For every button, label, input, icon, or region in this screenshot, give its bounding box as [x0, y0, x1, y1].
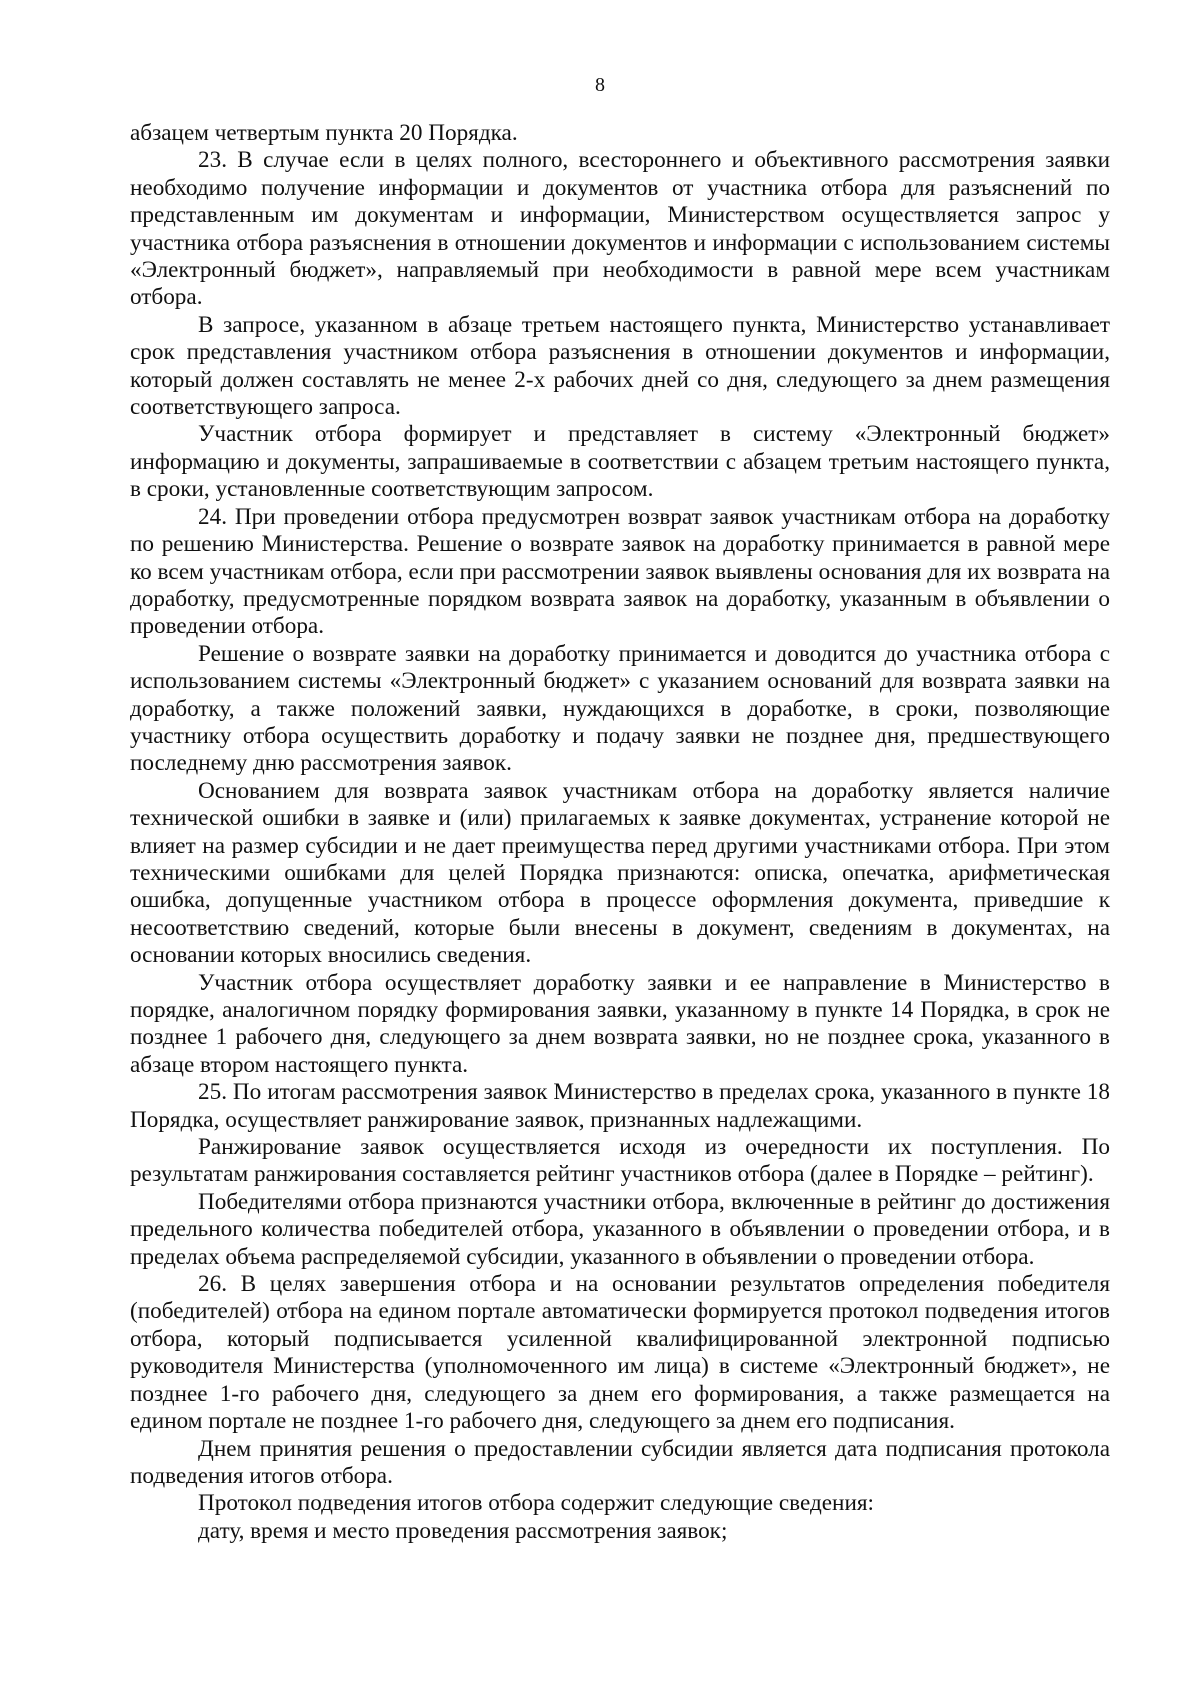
body-text: [130, 120, 1110, 1545]
paragraph-return-grounds: Основанием для возврата заявок участникам отбора на доработку является наличие технической ошибки в заявке и (или) прилагаемых к заявке документах, устранение которой не влияет на размер субсидии и не дает преимущества перед другими участниками отбора. При этом техническими ошибками для целей Порядка признаются: описка, опечатка, арифметическая ошибка, допущенные участником отбора в процессе оформления документа, приведшие к несоответствию сведений, которые были внесены в документ, сведениям в документах, на основании которых вносились сведения.: [130, 777, 1110, 969]
paragraph-ranking: Ранжирование заявок осуществляется исходя из очередности их поступления. По результатам ранжирования составляется рейтинг участников отбора (далее в Порядке – рейтинг).: [130, 1134, 1110, 1188]
paragraph-item-24: 24. При проведении отбора предусмотрен возврат заявок участникам отбора на доработку по решению Министерства. Решение о возврате заявок на доработку принимается в равной мере ко всем участникам отбора, если при рассмотрении заявок выявлены основания для их возврата на доработку, предусмотренные порядком возврата заявок на доработку, указанным в объявлении о проведении отбора.: [130, 503, 1110, 640]
paragraph-return-decision: Решение о возврате заявки на доработку принимается и доводится до участника отбора с использованием системы «Электронный бюджет» с указанием оснований для возврата заявки на доработку, а также положений заявки, нуждающихся в доработке, в сроки, позволяющие участнику отбора осуществить доработку и подачу заявки не позднее дня, предшествующего последнему дню рассмотрения заявок.: [130, 640, 1110, 777]
paragraph-protocol-item: дату, время и место проведения рассмотрения заявок;: [198, 1517, 728, 1544]
page-number: 8: [595, 74, 605, 96]
paragraph-item-26: 26. В целях завершения отбора и на основании результатов определения победителя (победителей) отбора на едином портале автоматически формируется протокол подведения итогов отбора, который подписывается усиленной квалифицированной электронной подписью руководителя Министерства (уполномоченного им лица) в системе «Электронный бюджет», не позднее 1-го рабочего дня, следующего за днем его формирования, а также размещается на едином портале не позднее 1-го рабочего дня, следующего за днем его подписания.: [130, 1271, 1110, 1435]
paragraph-request-deadline: В запросе, указанном в абзаце третьем настоящего пункта, Министерство устанавливает срок представления участником отбора разъяснения в отношении документов и информации, который должен составлять не менее 2-х рабочих дней со дня, следующего за днем размещения соответствующего запроса.: [130, 311, 1110, 421]
paragraph-decision-date: Днем принятия решения о предоставлении субсидии является дата подписания протокола подведения итогов отбора.: [130, 1435, 1110, 1489]
paragraph-participant-submission: Участник отбора формирует и представляет в систему «Электронный бюджет» информацию и документы, запрашиваемые в соответствии с абзацем третьим настоящего пункта, в сроки, установленные соответствующим запросом.: [130, 421, 1110, 503]
paragraph-rework-procedure: Участник отбора осуществляет доработку заявки и ее направление в Министерство в порядке, аналогичном порядку формирования заявки, указанному в пункте 14 Порядка, в срок не позднее 1 рабочего дня, следующего за днем возврата заявки, но не позднее срока, указанного в абзаце втором настоящего пункта.: [130, 969, 1110, 1078]
paragraph-protocol-contents: Протокол подведения итогов отбора содержит следующие сведения:: [198, 1490, 874, 1517]
paragraph-item-25: 25. По итогам рассмотрения заявок Министерство в пределах срока, указанного в пункте 18 Порядка, осуществляет ранжирование заявок, признанных надлежащими.: [130, 1079, 1110, 1133]
paragraph-item-23: 23. В случае если в целях полного, всестороннего и объективного рассмотрения заявки необходимо получение информации и документов от участника отбора для разъяснений по представленным им документам и информации, Министерством осуществляется запрос у участника отбора разъяснения в отношении документов и информации с использованием системы «Электронный бюджет», направляемый при необходимости в равной мере всем участникам отбора.: [130, 147, 1110, 311]
paragraph-continuation: абзацем четвертым пункта 20 Порядка.: [130, 120, 518, 146]
paragraph-winners: Победителями отбора признаются участники отбора, включенные в рейтинг до достижения предельного количества победителей отбора, указанного в объявлении о проведении отбора, и в пределах объема распределяемой субсидии, указанного в объявлении о проведении отбора.: [130, 1188, 1110, 1270]
